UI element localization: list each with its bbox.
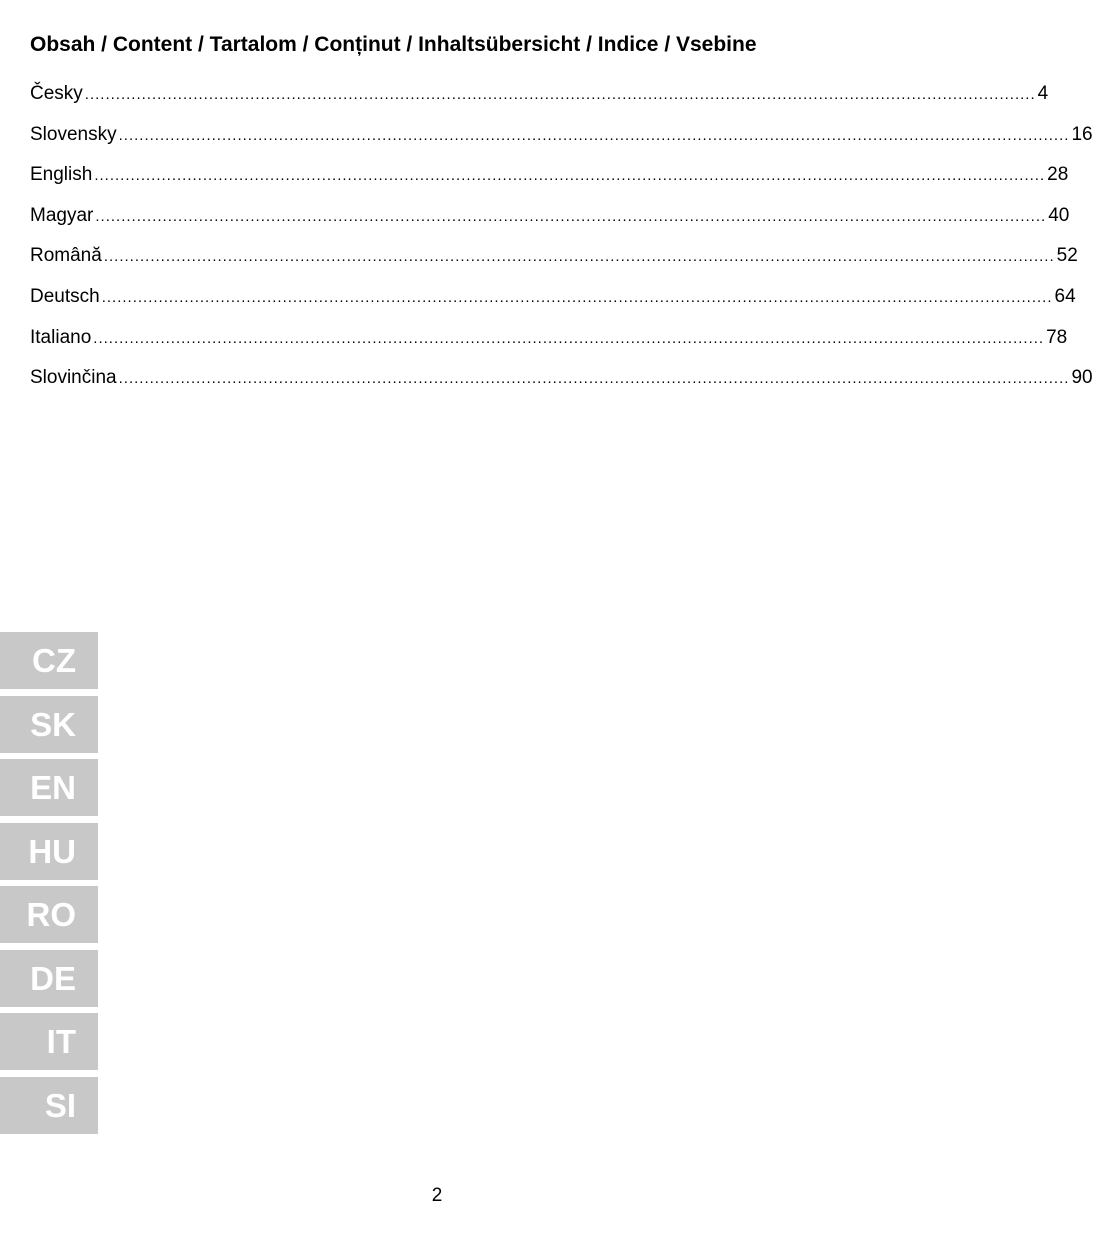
- toc-entry-italiano[interactable]: [30, 324, 1068, 365]
- toc-entry-page: 52: [1056, 245, 1078, 267]
- dot-leader: ........................................................................................................................................................................................: [95, 207, 1047, 225]
- toc-entry-page: 64: [1054, 285, 1076, 307]
- toc-entry-label: Slovensky: [30, 123, 117, 145]
- toc-entry-page: 78: [1046, 326, 1068, 348]
- toc-entry-romana[interactable]: [30, 242, 1078, 283]
- toc-entry-deutsch[interactable]: [30, 283, 1076, 324]
- toc-entry-label: Slovinčina: [30, 367, 117, 389]
- language-tab-it[interactable]: IT: [0, 1013, 98, 1070]
- toc-entry-label: English: [30, 164, 93, 186]
- dot-leader: ........................................................................................................................................................................................: [118, 370, 1070, 388]
- toc-entry-label: Magyar: [30, 204, 94, 226]
- toc-entry-label: Română: [30, 245, 102, 267]
- toc-entry-page: 90: [1071, 367, 1093, 389]
- language-tab-si[interactable]: SI: [0, 1077, 98, 1134]
- toc-entry-page: 40: [1048, 204, 1070, 226]
- toc-entry-cesky[interactable]: [30, 80, 1049, 121]
- toc-entry-page: 28: [1047, 164, 1069, 186]
- language-tab-column: [0, 632, 98, 1140]
- language-tab-de[interactable]: DE: [0, 950, 98, 1007]
- toc-entry-page: 16: [1071, 123, 1093, 145]
- toc-entry-label: Česky: [30, 83, 83, 104]
- toc-entry-slovensky[interactable]: [30, 121, 1093, 162]
- dot-leader: ........................................................................................................................................................................................: [118, 126, 1070, 144]
- language-tab-ro[interactable]: RO: [0, 886, 98, 943]
- dot-leader: ........................................................................................................................................................................................: [93, 329, 1045, 347]
- page-title: Obsah / Content / Tartalom / Conținut / Inhaltsübersicht / Indice / Vsebine: [30, 33, 757, 56]
- page-number: 2: [431, 1185, 443, 1206]
- dot-leader: ........................................................................................................................................................................................: [103, 248, 1055, 266]
- language-tab-cz[interactable]: CZ: [0, 632, 98, 689]
- language-tab-sk[interactable]: SK: [0, 696, 98, 753]
- toc-entry-page: 4: [1037, 83, 1049, 104]
- dot-leader: ........................................................................................................................................................................................: [84, 86, 1036, 103]
- language-tab-hu[interactable]: HU: [0, 823, 98, 880]
- dot-leader: ........................................................................................................................................................................................: [101, 288, 1053, 306]
- toc-entry-slovincina[interactable]: [30, 364, 1093, 405]
- dot-leader: ........................................................................................................................................................................................: [94, 167, 1046, 185]
- toc-entry-label: Deutsch: [30, 285, 100, 307]
- toc-entry-english[interactable]: [30, 161, 1069, 202]
- table-of-contents: [30, 80, 1093, 405]
- toc-entry-magyar[interactable]: [30, 202, 1070, 243]
- language-tab-en[interactable]: EN: [0, 759, 98, 816]
- toc-entry-label: Italiano: [30, 326, 92, 348]
